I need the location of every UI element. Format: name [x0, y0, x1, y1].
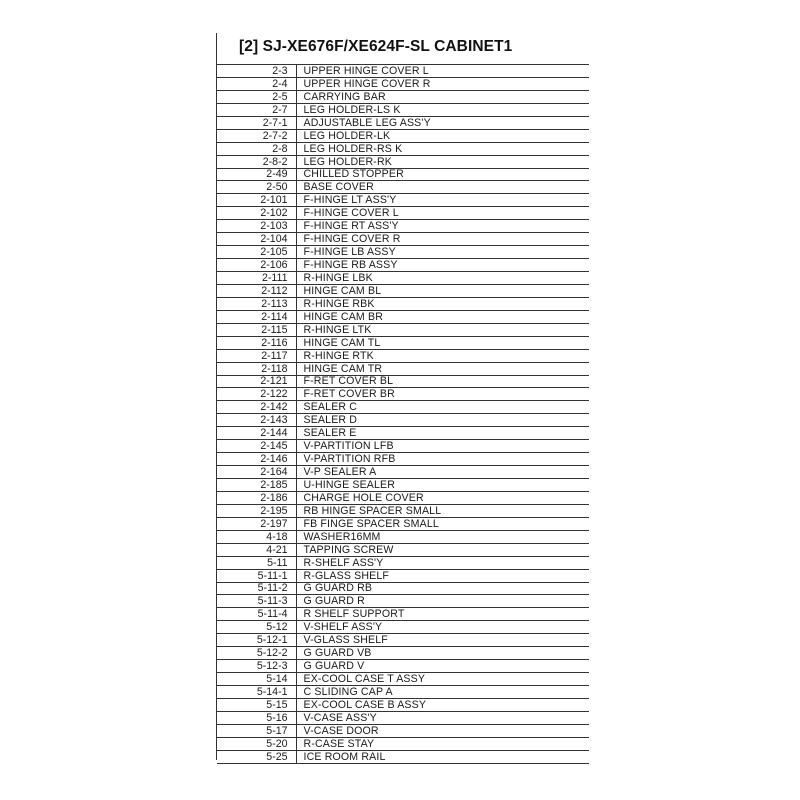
table-row: [217, 582, 589, 595]
table-row: [217, 323, 589, 336]
part-number-cell: 2-197: [217, 517, 296, 530]
part-number-cell: 2-142: [217, 401, 296, 414]
table-row: [217, 220, 589, 233]
part-name-cell: V-SHELF ASS'Y: [296, 621, 589, 634]
part-number-cell: 2-117: [217, 349, 296, 362]
part-name-cell: R-HINGE RBK: [296, 297, 589, 310]
part-name-cell: EX-COOL CASE B ASSY: [296, 698, 589, 711]
part-number-cell: 5-11-1: [217, 569, 296, 582]
part-number-cell: 5-15: [217, 698, 296, 711]
table-row: [217, 724, 589, 737]
table-row: [217, 77, 589, 90]
part-name-cell: V-GLASS SHELF: [296, 634, 589, 647]
table-row: [217, 129, 589, 142]
part-number-cell: 2-185: [217, 479, 296, 492]
table-row: [217, 556, 589, 569]
part-number-cell: 5-25: [217, 750, 296, 763]
table-row: [217, 698, 589, 711]
part-name-cell: R-SHELF ASS'Y: [296, 556, 589, 569]
part-number-cell: 2-115: [217, 323, 296, 336]
part-number-cell: 5-11-4: [217, 608, 296, 621]
part-number-cell: 2-121: [217, 375, 296, 388]
document-title: [2] SJ-XE676F/XE624F-SL CABINET1: [239, 38, 513, 55]
part-name-cell: F-HINGE LB ASSY: [296, 246, 589, 259]
table-row: [217, 673, 589, 686]
table-row: [217, 259, 589, 272]
table-row: [217, 142, 589, 155]
table-row: [217, 569, 589, 582]
part-number-cell: 2-106: [217, 259, 296, 272]
part-name-cell: SEALER C: [296, 401, 589, 414]
table-row: [217, 401, 589, 414]
table-row: [217, 349, 589, 362]
part-number-cell: 5-12-1: [217, 634, 296, 647]
part-number-cell: 5-16: [217, 711, 296, 724]
table-row: [217, 621, 589, 634]
part-number-cell: 2-50: [217, 181, 296, 194]
part-number-cell: 5-11-3: [217, 595, 296, 608]
part-name-cell: EX-COOL CASE T ASSY: [296, 673, 589, 686]
table-row: [217, 103, 589, 116]
part-number-cell: 5-11-2: [217, 582, 296, 595]
part-number-cell: 5-12-2: [217, 647, 296, 660]
part-number-cell: 2-186: [217, 491, 296, 504]
table-row: [217, 65, 589, 78]
part-name-cell: LEG HOLDER-LK: [296, 129, 589, 142]
table-row: [217, 647, 589, 660]
table-row: [217, 491, 589, 504]
part-number-cell: 2-105: [217, 246, 296, 259]
table-row: [217, 595, 589, 608]
part-name-cell: HINGE CAM TL: [296, 336, 589, 349]
part-number-cell: 2-7-1: [217, 116, 296, 129]
part-name-cell: HINGE CAM TR: [296, 362, 589, 375]
part-name-cell: U-HINGE SEALER: [296, 479, 589, 492]
part-name-cell: R-HINGE LTK: [296, 323, 589, 336]
table-row: [217, 375, 589, 388]
part-name-cell: CHILLED STOPPER: [296, 168, 589, 181]
table-row: [217, 504, 589, 517]
part-number-cell: 2-122: [217, 388, 296, 401]
part-number-cell: 2-118: [217, 362, 296, 375]
table-row: [217, 297, 589, 310]
part-number-cell: 2-49: [217, 168, 296, 181]
table-row: [217, 750, 589, 763]
part-name-cell: G GUARD R: [296, 595, 589, 608]
table-row: [217, 530, 589, 543]
part-name-cell: HINGE CAM BL: [296, 284, 589, 297]
part-name-cell: F-HINGE RB ASSY: [296, 259, 589, 272]
part-name-cell: CARRYING BAR: [296, 90, 589, 103]
table-row: [217, 207, 589, 220]
table-row: [217, 414, 589, 427]
parts-table-body: [217, 65, 589, 764]
part-number-cell: 2-113: [217, 297, 296, 310]
table-row: [217, 440, 589, 453]
table-row: [217, 479, 589, 492]
table-row: [217, 711, 589, 724]
table-row: [217, 388, 589, 401]
table-row: [217, 466, 589, 479]
part-name-cell: RB HINGE SPACER SMALL: [296, 504, 589, 517]
part-number-cell: 2-143: [217, 414, 296, 427]
table-row: [217, 634, 589, 647]
part-number-cell: 5-12: [217, 621, 296, 634]
part-name-cell: V-CASE DOOR: [296, 724, 589, 737]
table-row: [217, 336, 589, 349]
part-name-cell: HINGE CAM BR: [296, 310, 589, 323]
part-name-cell: LEG HOLDER-RS K: [296, 142, 589, 155]
parts-list-sheet: [216, 33, 589, 763]
part-name-cell: V-CASE ASS'Y: [296, 711, 589, 724]
part-number-cell: 2-112: [217, 284, 296, 297]
part-number-cell: 2-5: [217, 90, 296, 103]
table-row: [217, 272, 589, 285]
part-name-cell: BASE COVER: [296, 181, 589, 194]
part-name-cell: R-CASE STAY: [296, 737, 589, 750]
part-number-cell: 2-3: [217, 65, 296, 78]
table-row: [217, 362, 589, 375]
table-row: [217, 155, 589, 168]
part-number-cell: 2-8-2: [217, 155, 296, 168]
table-row: [217, 686, 589, 699]
part-name-cell: V-P SEALER A: [296, 466, 589, 479]
part-name-cell: SEALER D: [296, 414, 589, 427]
table-row: [217, 543, 589, 556]
part-number-cell: 5-14-1: [217, 686, 296, 699]
table-row: [217, 453, 589, 466]
part-name-cell: ADJUSTABLE LEG ASS'Y: [296, 116, 589, 129]
table-row: [217, 660, 589, 673]
table-row: [217, 737, 589, 750]
part-number-cell: 2-116: [217, 336, 296, 349]
part-name-cell: R-GLASS SHELF: [296, 569, 589, 582]
part-name-cell: V-PARTITION LFB: [296, 440, 589, 453]
part-number-cell: 5-14: [217, 673, 296, 686]
part-number-cell: 2-195: [217, 504, 296, 517]
part-number-cell: 2-8: [217, 142, 296, 155]
table-row: [217, 168, 589, 181]
part-name-cell: LEG HOLDER-LS K: [296, 103, 589, 116]
part-name-cell: F-HINGE LT ASS'Y: [296, 194, 589, 207]
part-name-cell: G GUARD RB: [296, 582, 589, 595]
table-row: [217, 194, 589, 207]
part-number-cell: 4-21: [217, 543, 296, 556]
part-number-cell: 2-146: [217, 453, 296, 466]
part-name-cell: R-HINGE RTK: [296, 349, 589, 362]
part-number-cell: 2-114: [217, 310, 296, 323]
table-row: [217, 116, 589, 129]
parts-table: [217, 64, 589, 764]
part-number-cell: 2-7: [217, 103, 296, 116]
part-name-cell: SEALER E: [296, 427, 589, 440]
part-number-cell: 5-12-3: [217, 660, 296, 673]
part-number-cell: 2-103: [217, 220, 296, 233]
part-name-cell: WASHER16MM: [296, 530, 589, 543]
part-name-cell: R-HINGE LBK: [296, 272, 589, 285]
table-row: [217, 310, 589, 323]
part-name-cell: ICE ROOM RAIL: [296, 750, 589, 763]
part-name-cell: CHARGE HOLE COVER: [296, 491, 589, 504]
part-number-cell: 4-18: [217, 530, 296, 543]
table-row: [217, 427, 589, 440]
table-row: [217, 90, 589, 103]
part-name-cell: UPPER HINGE COVER R: [296, 77, 589, 90]
part-name-cell: F-HINGE COVER R: [296, 233, 589, 246]
table-row: [217, 233, 589, 246]
part-number-cell: 2-144: [217, 427, 296, 440]
part-name-cell: FB FINGE SPACER SMALL: [296, 517, 589, 530]
part-name-cell: F-HINGE RT ASS'Y: [296, 220, 589, 233]
part-number-cell: 2-145: [217, 440, 296, 453]
part-number-cell: 5-11: [217, 556, 296, 569]
part-name-cell: C SLIDING CAP A: [296, 686, 589, 699]
table-row: [217, 284, 589, 297]
part-name-cell: G GUARD VB: [296, 647, 589, 660]
part-name-cell: G GUARD V: [296, 660, 589, 673]
part-name-cell: R SHELF SUPPORT: [296, 608, 589, 621]
part-number-cell: 2-164: [217, 466, 296, 479]
part-name-cell: F-RET COVER BR: [296, 388, 589, 401]
part-name-cell: V-PARTITION RFB: [296, 453, 589, 466]
part-number-cell: 2-4: [217, 77, 296, 90]
part-number-cell: 2-102: [217, 207, 296, 220]
table-row: [217, 181, 589, 194]
part-number-cell: 2-104: [217, 233, 296, 246]
part-number-cell: 2-111: [217, 272, 296, 285]
table-row: [217, 246, 589, 259]
table-row: [217, 517, 589, 530]
part-number-cell: 2-101: [217, 194, 296, 207]
table-row: [217, 608, 589, 621]
part-number-cell: 5-20: [217, 737, 296, 750]
part-name-cell: TAPPING SCREW: [296, 543, 589, 556]
part-number-cell: 2-7-2: [217, 129, 296, 142]
part-name-cell: UPPER HINGE COVER L: [296, 65, 589, 78]
part-number-cell: 5-17: [217, 724, 296, 737]
part-name-cell: F-RET COVER BL: [296, 375, 589, 388]
part-name-cell: F-HINGE COVER L: [296, 207, 589, 220]
part-name-cell: LEG HOLDER-RK: [296, 155, 589, 168]
